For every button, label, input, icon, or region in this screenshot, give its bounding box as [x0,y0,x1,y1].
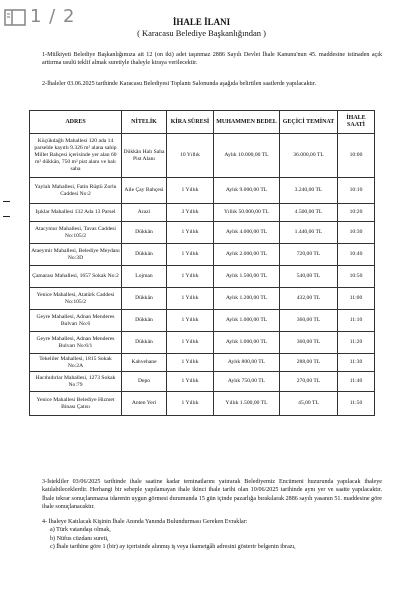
cell-gecici-teminat: 1.440,00 TL [280,222,338,244]
cell-ihale-saati: 10:00 [338,134,375,178]
cell-kira-suresi: 1 Yıllık [167,222,214,244]
cell-ihale-saati: 11:50 [338,392,375,416]
cell-muhammen-bedel: Aylık 1.200,00 TL [214,288,280,310]
header-adres: ADRES [30,111,122,134]
table-row [30,134,375,178]
cell-ihale-saati: 10:20 [338,204,375,222]
cell-muhammen-bedel: Aylık 9.000,00 TL [214,178,280,204]
cell-ihale-saati: 10:30 [338,222,375,244]
cell-ihale-saati: 10:10 [338,178,375,204]
cell-ihale-saati: 11:30 [338,354,375,372]
paragraph-3: 3-İstekliler 03/06/2025 tarihinde ihale saatine kadar teminatlarını yatırarak Belediyemiz Encümeni huzurunda yapılacak ihaleye katılabileceklerdir. Herhangi bir sebeple yapılamayan ihale ikinci ihale tarihi olan 10/06/2025 tarihinde aynı yer ve saatte yapılacaktır. İhale tekrar sonuçlanmazsa idarenin uygun görmesi durumunda 15 gün içinde pazarlığa bırakılarak 2886 sayılı yasanın 51. maddesine göre ihale sonuçlanacaktır. [42,479,382,511]
cell-muhammen-bedel: Aylık 4.000,00 TL [214,222,280,244]
cell-nitelik: Dükkân [122,222,167,244]
cell-adres: Yaylalı Mahallesi, Fatin Rüştü Zorlu Caddesi No:2 [30,178,122,204]
paragraph-4 [42,518,382,552]
cell-ihale-saati: 10:50 [338,266,375,288]
cell-gecici-teminat: 432,00 TL [280,288,338,310]
cell-nitelik: Anten Yeri [122,392,167,416]
cell-kira-suresi: 1 Yıllık [167,372,214,392]
cell-ihale-saati: 10:40 [338,244,375,266]
cell-gecici-teminat: 288,00 TL [280,354,338,372]
cell-adres: Atacymur Mahallesi, Tavas Caddesi No:105/2 [30,222,122,244]
viewer-toolbar [0,0,403,34]
header-nitelik: NİTELİK [122,111,167,134]
page-counter: 1 / 2 [30,6,76,27]
scan-edge-mark [3,216,10,217]
scan-edge-mark [3,201,10,202]
cell-muhammen-bedel: Aylık 2.000,00 TL [214,244,280,266]
cell-muhammen-bedel: Aylık 750,00 TL [214,372,280,392]
table-row [30,310,375,332]
table-row [30,222,375,244]
cell-adres: Ataeymir Mahallesi, Belediye Meydanı No:3D [30,244,122,266]
cell-adres: Çamarası Mahallesi, 1657 Sokak No:2 [30,266,122,288]
table-row [30,266,375,288]
cell-ihale-saati: 11:40 [338,372,375,392]
cell-muhammen-bedel: Aylık 1.500,00 TL [214,266,280,288]
sidebar-toggle-icon[interactable] [4,9,26,26]
table-row [30,178,375,204]
cell-gecici-teminat: 540,00 TL [280,266,338,288]
cell-kira-suresi: 1 Yıllık [167,354,214,372]
cell-adres: Geyre Mahallesi, Adnan Menderes Bulvarı No:6/1 [30,332,122,354]
cell-nitelik: Lojman [122,266,167,288]
cell-ihale-saati: 11:10 [338,310,375,332]
header-ihale-saati: İHALE SAATİ [338,111,375,134]
cell-nitelik: Arazi [122,204,167,222]
cell-kira-suresi: 1 Yıllık [167,392,214,416]
cell-nitelik: Dükkân [122,288,167,310]
table-row [30,204,375,222]
cell-muhammen-bedel: Yıllık 1.500,00 TL [214,392,280,416]
cell-ihale-saati: 11:00 [338,288,375,310]
cell-adres: Hacıhıdırlar Mahallesi, 1273 Sokak No:79 [30,372,122,392]
cell-kira-suresi: 1 Yıllık [167,288,214,310]
cell-nitelik: Dükkân [122,310,167,332]
requirement-item-b: b) Nüfus cüzdanı sureti, [50,535,109,542]
cell-muhammen-bedel: Yıllık 50.000,00 TL [214,204,280,222]
cell-gecici-teminat: 45,00 TL [280,392,338,416]
cell-kira-suresi: 1 Yıllık [167,310,214,332]
table-row [30,354,375,372]
cell-nitelik: Aile Çay Bahçesi [122,178,167,204]
cell-nitelik: Depo [122,372,167,392]
cell-kira-suresi: 10 Yıllık [167,134,214,178]
header-gecici-teminat: GEÇİCİ TEMİNAT [280,111,338,134]
table-row [30,244,375,266]
cell-kira-suresi: 1 Yıllık [167,332,214,354]
cell-ihale-saati: 11:20 [338,332,375,354]
header-muhammen-bedel: MUHAMMEN BEDEL [214,111,280,134]
cell-gecici-teminat: 720,00 TL [280,244,338,266]
table-row [30,392,375,416]
cell-gecici-teminat: 270,00 TL [280,372,338,392]
cell-muhammen-bedel: Aylık 1.000,00 TL [214,332,280,354]
cell-adres: Işıklar Mahallesi 132 Ada 13 Parsel [30,204,122,222]
cell-kira-suresi: 1 Yıllık [167,178,214,204]
cell-gecici-teminat: 3.240,00 TL [280,178,338,204]
cell-gecici-teminat: 360,00 TL [280,310,338,332]
cell-nitelik: Dükkân [122,332,167,354]
cell-adres: Yenice Mahallesi Belediye Hizmet Binası Çatısı [30,392,122,416]
cell-adres: Tekeliler Mahallesi, 1815 Sokak No:2A [30,354,122,372]
cell-muhammen-bedel: Aylık 800,00 TL [214,354,280,372]
table-row [30,372,375,392]
paragraph-1: 1-Mülkiyeti Belediye Başkanlığımıza ait 12 (on iki) adet taşınmaz 2886 Sayılı Devlet İhale Kanunu'nun 45. maddesine istinaden açık arttırma usulü teklif almak suretiyle ihaleyle kiraya verilecektir. [42,52,382,67]
cell-adres: Küçükdağlı Mahallesi 120 ada 14 parselde kayıtlı 9.326 m² alana sahip Millet Bahçesi içerisinde yer alan 60 m² dükkân, 750 m² pist alanı ve halı saha [30,134,122,178]
paragraph-4-title: 4- İhaleye Katılacak Kişinin İhale Anında Yanında Bulundurması Gereken Evraklar: [42,519,248,525]
paragraph-2: 2-İhaleler 03.06.2025 tarihinde Karacasu Belediyesi Toplantı Salonunda aşağıda belirtilen saatlerde yapılacaktır. [42,81,317,87]
cell-adres: Geyre Mahallesi, Adnan Menderes Bulvarı No:6 [30,310,122,332]
cell-gecici-teminat: 36.000,00 TL [280,134,338,178]
cell-muhammen-bedel: Aylık 1.000,00 TL [214,310,280,332]
cell-kira-suresi: 1 Yıllık [167,244,214,266]
table-row [30,288,375,310]
cell-gecici-teminat: 4.500,00 TL [280,204,338,222]
cell-gecici-teminat: 360,00 TL [280,332,338,354]
cell-kira-suresi: 1 Yıllık [167,266,214,288]
tender-table [29,110,375,416]
table-row [30,332,375,354]
cell-nitelik: Kahvehane [122,354,167,372]
header-kira-suresi: KİRA SÜRESİ [167,111,214,134]
document-subtitle: ( Karacasu Belediye Başkanlığından ) [137,28,266,38]
cell-muhammen-bedel: Aylık 10.000,00 TL [214,134,280,178]
requirement-item-a: a) Türk vatandaşı olmak, [50,527,111,534]
document-title: İHALE İLANI [172,17,231,27]
table-header-row [30,111,375,134]
requirement-item-c: c) İhale tarihine göre 1 (bir) ay içerisinde alınmış iş veya ikametgâh adresini gösterir belgenin ibrazı, [50,544,296,551]
cell-kira-suresi: 3 Yıllık [167,204,214,222]
cell-adres: Yenice Mahallesi, Atatürk Caddesi No:105/2 [30,288,122,310]
cell-nitelik: Dükkân [122,244,167,266]
cell-nitelik: Dükkân Halı Saha Pist Alanı [122,134,167,178]
